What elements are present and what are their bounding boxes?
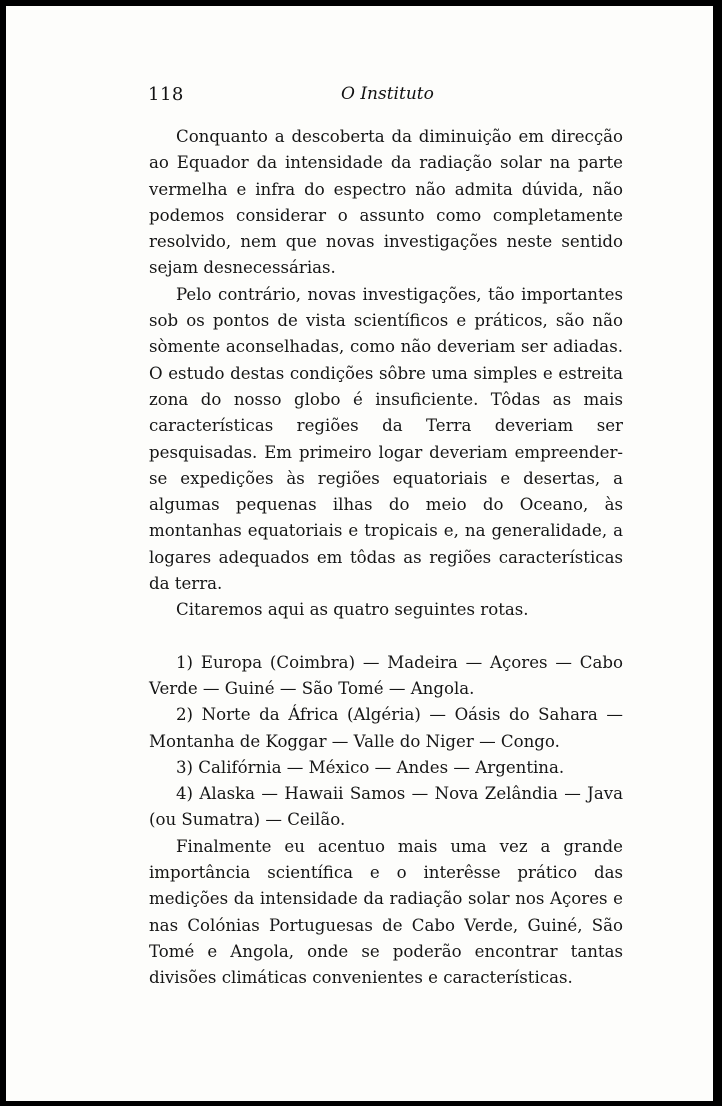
closing-paragraph: Finalmente eu acentuo mais uma vez a grande importância scientífica e o interêsse prático das medições da intensidade da radiação solar nos Açores e nas Colónias Portuguesas de Cabo Verde, Guiné, São Tomé e Angola, onde se poderão encontrar tantas divisões climáticas convenientes e características. <box>149 836 623 988</box>
page-header <box>148 84 622 108</box>
body-text <box>149 124 623 992</box>
paragraph-1: Conquanto a descoberta da diminuição em direcção ao Equador da intensidade da radiação solar na parte vermelha e infra do espectro não admita dúvida, não podemos considerar o assunto como completamente resolvido, nem que novas investigações neste sentido sejam desnecessárias. <box>149 127 623 278</box>
route-item: 3) Califórnia — México — Andes — Argentina. <box>176 757 565 777</box>
running-title: O Instituto <box>341 84 434 104</box>
route-item: 1) Europa (Coimbra) — Madeira — Açores — Cabo Verde — Guiné — São Tomé — Angola. <box>149 652 623 698</box>
paragraph-2: Pelo contrário, novas investigações, tão importantes sob os pontos de vista scientíficos e práticos, são não sòmente aconselhadas, como não deveriam ser adiadas. O estudo destas condições sôbre uma simples e estreita zona do nosso globo é insuficiente. Tôdas as mais características regiões da Terra deveriam ser pesquisadas. Em primeiro logar deveriam empreender-se expedições às regiões equatoriais e desertas, a algumas pequenas ilhas do meio do Oceano, às montanhas equatoriais e tropicais e, na generalidade, a logares adequados em tôdas as regiões características da terra. <box>149 284 623 594</box>
page-number: 118 <box>148 84 184 105</box>
page-edge <box>713 0 722 1106</box>
route-item: 4) Alaska — Hawaii Samos — Nova Zelândia — Java (ou Sumatra) — Ceilão. <box>149 784 623 830</box>
paragraph-3: Citaremos aqui as quatro seguintes rotas. <box>176 600 529 620</box>
route-item: 2) Norte da África (Algéria) — Oásis do Sahara — Montanha de Koggar — Valle do Niger — Congo. <box>149 705 623 751</box>
routes-list <box>149 650 623 834</box>
